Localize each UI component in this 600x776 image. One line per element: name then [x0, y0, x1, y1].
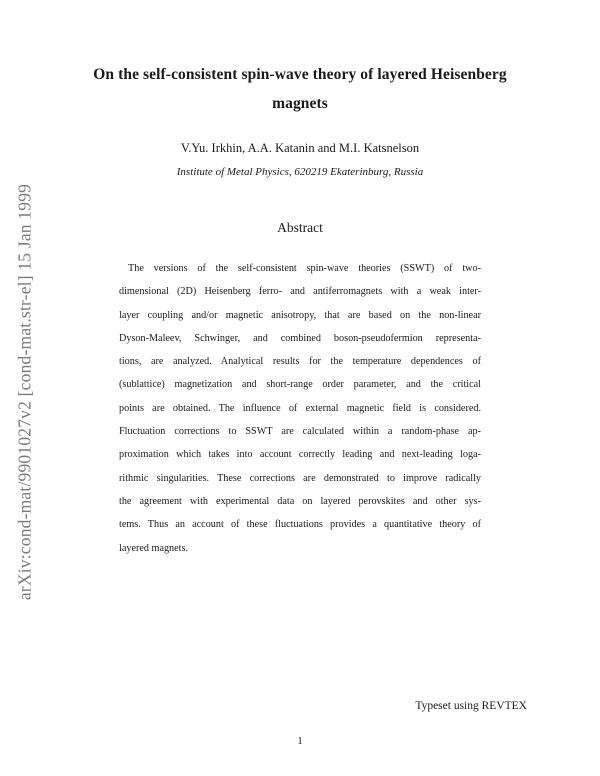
arxiv-identifier-text: arXiv:cond-mat/9901027v2 [cond-mat.str-el] 15 Jan 1999 [14, 183, 35, 601]
abstract-line: points are obtained. The influence of external magnetic field is considered. [119, 402, 481, 414]
abstract-line: (sublattice) magnetization and short-range order parameter, and the critical [119, 379, 481, 391]
abstract-line: tions, are analyzed. Analytical results for the temperature dependences of [119, 356, 481, 368]
paper-title-line-1: On the self-consistent spin-wave theory of layered Heisenberg [93, 66, 507, 83]
abstract-line: The versions of the self-consistent spin-wave theories (SSWT) of two- [128, 263, 481, 274]
abstract-line: Dyson-Maleev, Schwinger, and combined boson-pseudofermion representa- [119, 332, 481, 344]
affiliation: Institute of Metal Physics, 620219 Ekaterinburg, Russia [176, 166, 424, 178]
abstract-body [119, 257, 481, 560]
author-list: V.Yu. Irkhin, A.A. Katanin and M.I. Katsnelson [180, 141, 420, 155]
abstract-line: layer coupling and/or magnetic anisotropy, that are based on the non-linear [119, 309, 481, 321]
paper-title-line-2: magnets [272, 95, 328, 112]
typeset-note: Typeset using REVTEX [415, 700, 527, 712]
abstract-line: Fluctuation corrections to SSWT are calculated within a random-phase ap- [119, 426, 481, 438]
abstract-line: layered magnets. [119, 542, 189, 554]
abstract-line: rithmic singularities. These corrections are demonstrated to improve radically [119, 472, 481, 484]
abstract-line: proximation which takes into account correctly leading and next-leading loga- [119, 449, 481, 461]
abstract-heading: Abstract [277, 220, 323, 235]
abstract-line: tems. Thus an account of these fluctuations provides a quantitative theory of [119, 519, 481, 531]
abstract-line: the agreement with experimental data on layered perovskites and other sys- [119, 495, 481, 507]
abstract-line: dimensional (2D) Heisenberg ferro- and antiferromagnets with a weak inter- [119, 286, 481, 298]
page-number: 1 [297, 735, 303, 747]
